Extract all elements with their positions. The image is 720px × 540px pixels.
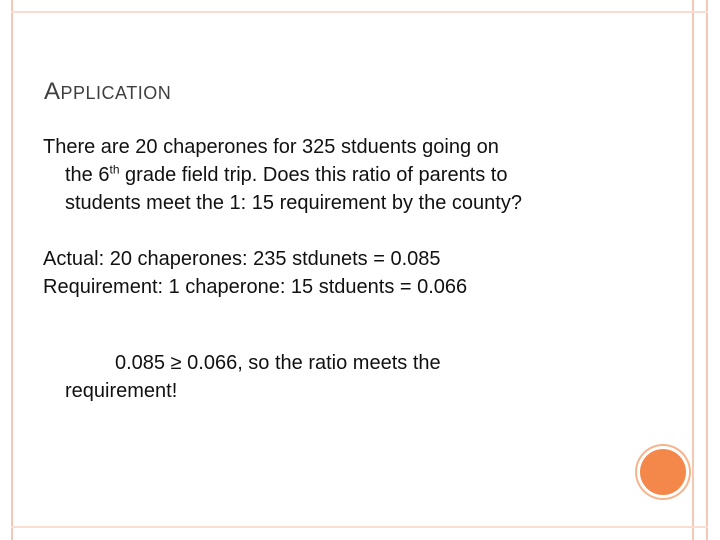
question-line-2-pre: the 6	[65, 164, 110, 186]
question-line-1: There are 20 chaperones for 325 stduents going on	[43, 136, 499, 158]
question-line-2-post: grade field trip. Does this ratio of parents to	[119, 164, 508, 186]
question-paragraph	[43, 133, 663, 217]
slide-title	[44, 78, 171, 106]
frame-line-right-outer	[706, 0, 708, 540]
accent-circle	[640, 449, 686, 495]
frame-line-top	[11, 11, 708, 13]
conclusion-paragraph	[43, 349, 663, 405]
title-first-letter: A	[44, 78, 61, 105]
frame-line-bottom	[11, 526, 708, 528]
conclusion-line-2: requirement!	[65, 380, 178, 402]
conclusion-line-1: 0.085 ≥ 0.066, so the ratio meets the	[115, 352, 441, 374]
slide-body	[43, 133, 663, 405]
question-line-2	[43, 161, 663, 189]
frame-line-right-inner	[692, 0, 694, 540]
actual-ratio-line: Actual: 20 chaperones: 235 stdunets = 0.085	[43, 248, 441, 270]
frame-line-left	[11, 0, 13, 540]
requirement-ratio-line: Requirement: 1 chaperone: 15 stduents = 0.066	[43, 276, 468, 298]
title-rest: PPLICATION	[60, 83, 172, 103]
question-line-3: students meet the 1: 15 requirement by the county?	[65, 192, 522, 214]
ordinal-suffix: th	[109, 162, 120, 177]
